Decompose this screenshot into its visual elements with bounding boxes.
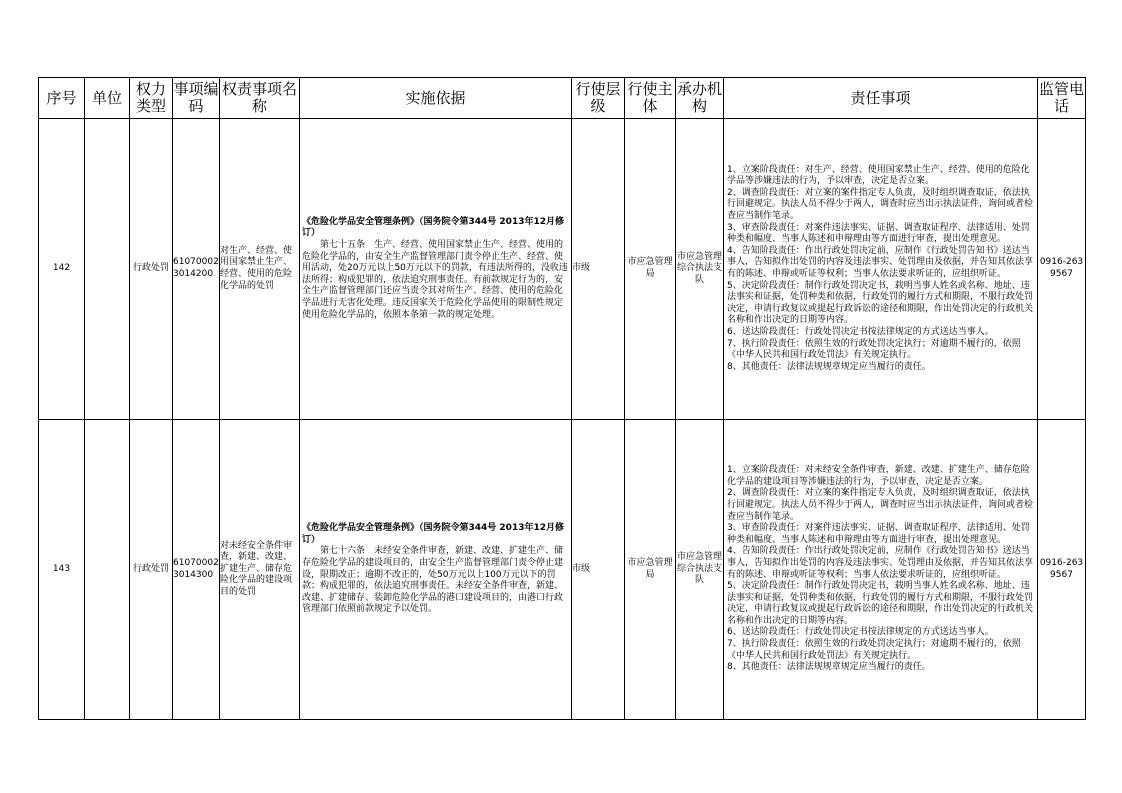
basis-law-title: 《危险化学品安全管理条例》（国务院令第344号 2013年12月修订） [302, 523, 564, 545]
header-agency: 承办机构 [676, 78, 724, 119]
responsibility-item: 1、立案阶段责任：对未经安全条件审查，新建、改建、扩建生产、储存危险化学品的建设项目等涉嫌违法的行为，予以审查，决定是否立案。 [727, 465, 1030, 487]
cell-subject: 市应急管理局 [625, 420, 676, 720]
basis-law-text: 第七十六条 未经安全条件审查，新建、改建、扩建生产、储存危险化学品的建设项目的，由安全生产监督管理部门责令停止建设，限期改正；逾期不改正的，处50万元以上100万元以下的罚款；构成犯罪的，依法追究刑事责任。未经安全条件审查，新建、改建、扩建储存、装卸危险化学品的港口建设项目的，由港口行政管理部门依照前款规定予以处罚。 [302, 546, 564, 615]
header-item-name: 权责事项名称 [220, 78, 300, 119]
header-unit: 单位 [85, 78, 130, 119]
cell-item-code: 610700023014200 [173, 119, 220, 420]
cell-agency: 市应急管理综合执法支队 [676, 420, 724, 720]
cell-power-type: 行政处罚 [130, 420, 173, 720]
responsibility-item: 7、执行阶段责任：依照生效的行政处罚决定执行；对逾期不履行的，依照《中华人民共和国行政处罚法》有关规定执行。 [727, 639, 1021, 661]
cell-responsibility [724, 119, 1038, 420]
header-responsibility: 责任事项 [724, 78, 1038, 119]
header-basis: 实施依据 [300, 78, 572, 119]
cell-basis [300, 119, 572, 420]
header-phone: 监管电话 [1038, 78, 1086, 119]
header-level: 行使层级 [572, 78, 625, 119]
cell-item-name: 对生产、经营、使用国家禁止生产、经营、使用的危险化学品的处罚 [220, 119, 300, 420]
responsibility-item: 3、审查阶段责任：对案件违法事实、证据、调查取证程序、法律适用、处罚种类和幅度、当事人陈述和申辩理由等方面进行审查，提出处理意见。 [727, 222, 1030, 245]
table-row [39, 420, 1086, 720]
responsibility-item: 5、决定阶段责任：制作行政处罚决定书，载明当事人姓名或名称、地址、违法事实和证据，处罚种类和依据，行政处罚的履行方式和期限，不服行政处罚决定，申请行政复议或提起行政诉讼的途径和期限，作出处罚决定的行政机关名称和作出决定的日期等内容。 [727, 280, 1034, 326]
cell-level: 市级 [572, 420, 625, 720]
responsibility-item: 4、告知阶段责任：作出行政处罚决定前，应制作《行政处罚告知书》送达当事人，告知拟作出处罚的内容及违法事实、处罚理由及依据，并告知其依法享有的陈述、申辩或听证等权利；当事人依法要求听证的，应组织听证。 [727, 245, 1034, 279]
cell-power-type: 行政处罚 [130, 119, 173, 420]
responsibility-item: 7、执行阶段责任：依照生效的行政处罚决定执行；对逾期不履行的，依照《中华人民共和国行政处罚法》有关规定执行。 [727, 338, 1021, 361]
header-power-type: 权力类型 [130, 78, 173, 119]
responsibility-item: 4、告知阶段责任：作出行政处罚决定前，应制作《行政处罚告知书》送达当事人，告知拟作出处罚的内容及违法事实、处罚理由及依据，并告知其依法享有的陈述、申辩或听证等权利；当事人依法要求听证的，应组织听证。 [727, 546, 1034, 580]
cell-responsibility [724, 420, 1038, 720]
cell-basis [300, 420, 572, 720]
responsibility-item: 1、立案阶段责任：对生产、经营、使用国家禁止生产、经营、使用的危险化学品等涉嫌违法的行为，予以审查，决定是否立案。 [727, 164, 1030, 187]
cell-phone: 0916-2639567 [1038, 420, 1086, 720]
cell-item-code: 610700023014300 [173, 420, 220, 720]
responsibility-item: 2、调查阶段责任：对立案的案件指定专人负责，及时组织调查取证，依法执行回避规定。执法人员不得少于两人，调查时应当出示执法证件，询问或者检查应当制作笔录。 [727, 187, 1034, 222]
basis-law-title: 《危险化学品安全管理条例》（国务院令第344号 2013年12月修订） [302, 216, 564, 239]
cell-seq: 143 [39, 420, 85, 720]
header-seq: 序号 [39, 78, 85, 119]
responsibility-item: 3、审查阶段责任：对案件违法事实、证据、调查取证程序、法律适用、处罚种类和幅度、当事人陈述和申辩理由等方面进行审查，提出处理意见。 [727, 523, 1030, 545]
cell-agency: 市应急管理综合执法支队 [676, 119, 724, 420]
cell-unit [85, 119, 130, 420]
cell-unit [85, 420, 130, 720]
basis-law-text: 第七十五条 生产、经营、使用国家禁止生产、经营、使用的危险化学品的，由安全生产监督管理部门责令停止生产、经营、使用活动，处20万元以上50万元以下的罚款，有违法所得的，没收违法所得；构成犯罪的，依法追究刑事责任。有前款规定行为的，安全生产监督管理部门还应当责令其对所生产、经营、使用的危险化学品进行无害化处理。违反国家关于危险化学品使用的限制性规定使用危险化学品的，依照本条第一款的规定处理。 [302, 240, 568, 320]
cell-seq: 142 [39, 119, 85, 420]
responsibility-item: 6、送达阶段责任：行政处罚决定书按法律规定的方式送达当事人。 [727, 326, 994, 337]
cell-item-name: 对未经安全条件审查，新建、改建、扩建生产、储存危险化学品的建设项目的处罚 [220, 420, 300, 720]
header-row [39, 78, 1086, 119]
cell-phone: 0916-2639567 [1038, 119, 1086, 420]
header-item-code: 事项编码 [173, 78, 220, 119]
header-subject: 行使主体 [625, 78, 676, 119]
responsibility-item: 6、送达阶段责任：行政处罚决定书按法律规定的方式送达当事人。 [727, 627, 994, 638]
responsibility-item: 5、决定阶段责任：制作行政处罚决定书，载明当事人姓名或名称、地址、违法事实和证据，处罚种类和依据，行政处罚的履行方式和期限，不服行政处罚决定，申请行政复议或提起行政诉讼的途径和期限，作出处罚决定的行政机关名称和作出决定的日期等内容。 [727, 581, 1034, 626]
responsibility-item: 2、调查阶段责任：对立案的案件指定专人负责，及时组织调查取证，依法执行回避规定。执法人员不得少于两人，调查时应当出示执法证件，询问或者检查应当制作笔录。 [727, 488, 1034, 522]
responsibility-item: 8、其他责任：法律法规规章规定应当履行的责任。 [727, 662, 931, 673]
cell-subject: 市应急管理局 [625, 119, 676, 420]
power-list-table [38, 77, 1086, 720]
cell-level: 市级 [572, 119, 625, 420]
table-row [39, 119, 1086, 420]
responsibility-item: 8、其他责任：法律法规规章规定应当履行的责任。 [727, 361, 931, 372]
